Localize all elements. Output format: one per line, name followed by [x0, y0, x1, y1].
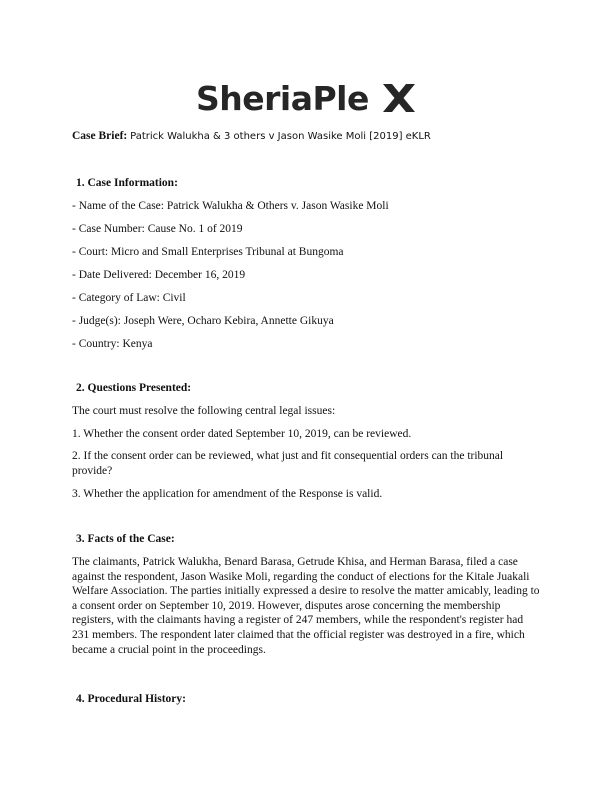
case-info-judges: - Judge(s): Joseph Were, Ocharo Kebira, Annette Gikuya [72, 315, 334, 327]
case-brief-label: Case Brief: [72, 130, 128, 142]
question-item-2: 2. If the consent order can be reviewed, what just and fit consequential orders can the tribunal provide? [72, 450, 504, 477]
questions-intro: The court must resolve the following central legal issues: [72, 405, 336, 417]
section-heading-procedural-history: 4. Procedural History: [76, 693, 186, 705]
question-item-3: 3. Whether the application for amendment of the Response is valid. [72, 488, 383, 500]
question-item-1: 1. Whether the consent order dated September 10, 2019, can be reviewed. [72, 428, 412, 440]
sheriaplex-logo [190, 78, 422, 122]
section-heading-questions-presented: 2. Questions Presented: [76, 382, 192, 394]
section-heading-case-information: 1. Case Information: [76, 177, 178, 189]
case-info-category: - Category of Law: Civil [72, 292, 186, 304]
case-info-name: - Name of the Case: Patrick Walukha & Others v. Jason Wasike Moli [72, 200, 389, 212]
case-brief-line [72, 128, 431, 145]
facts-paragraph: The claimants, Patrick Walukha, Benard Barasa, Getrude Khisa, and Herman Barasa, filed a case against the respondent, Jason Wasike Moli, regarding the conduct of elections for the Kitale Juakali Welfare Association. The parties initially expressed a desire to resolve the matter amicably, leading to a consent order on September 10, 2019. However, disputes arose concerning the membership registers, with the claimants having a register of 247 members, while the respondent's register had 231 members. The respondent later claimed that the official register was destroyed in a fire, which became a crucial point in the proceedings. [72, 556, 540, 656]
logo-wordmark: SheriaPle [196, 79, 369, 118]
case-brief-title: Patrick Walukha & 3 others v Jason Wasike Moli [2019] eKLR [130, 131, 431, 142]
section-heading-facts: 3. Facts of the Case: [76, 533, 175, 545]
logo-x-mark [382, 82, 416, 114]
case-info-date: - Date Delivered: December 16, 2019 [72, 269, 246, 281]
case-info-court: - Court: Micro and Small Enterprises Tribunal at Bungoma [72, 246, 344, 258]
case-info-country: - Country: Kenya [72, 338, 153, 350]
case-info-number: - Case Number: Cause No. 1 of 2019 [72, 223, 243, 235]
